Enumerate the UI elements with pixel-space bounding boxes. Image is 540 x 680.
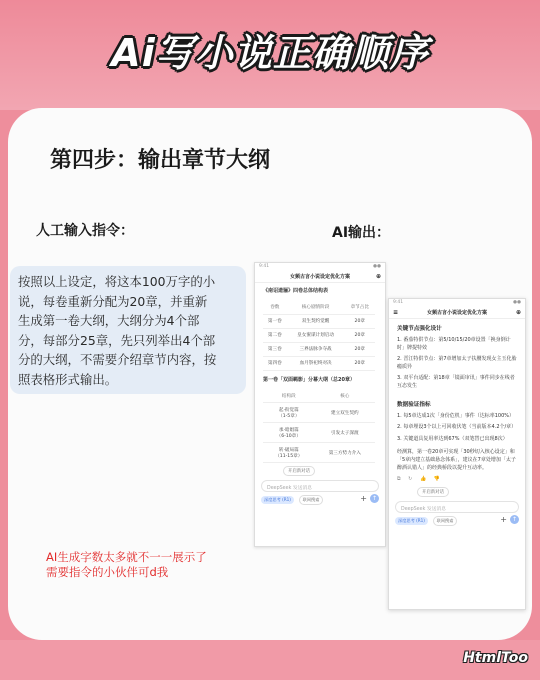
chat-title: 女频古言小说设定优化方案 — [289, 274, 350, 280]
table-cell: 三界法脉争夺战 — [287, 342, 345, 356]
table-row — [263, 328, 375, 342]
status-time: 9:41 — [259, 264, 270, 269]
conclusion-text: 经测算，第一卷20章可实现「30秒切入核心设定」和「5章内建立基础悬念体系」，建议在7章处增加「太子醉酒认错人」的经典桥段以提升互动率。 — [397, 449, 516, 471]
chat-title: 女频古言小说设定优化方案 — [426, 310, 487, 316]
step-title: 第四步：输出章节大纲 — [50, 148, 271, 173]
table-row — [263, 443, 375, 463]
phone-screenshot-text — [388, 298, 526, 610]
menu-icon[interactable]: ≡ — [393, 309, 399, 316]
table-cell: 第二卷 — [263, 328, 287, 342]
list-item: 2. 每章埋设3个以上可回收伏笔（当前版本4.2个/章） — [397, 424, 517, 431]
table-cell: 20章 — [345, 314, 375, 328]
status-bar — [389, 299, 525, 307]
list-item: 2. 晋江特供节点：第7章增加太子扶腰发现女主玉化胎瘾质异 — [397, 356, 517, 370]
footer-band — [0, 640, 540, 680]
status-icons: ●● — [513, 300, 521, 305]
sub-title: 第一卷「双面羁影」分幕大纲（总20章） — [263, 376, 355, 383]
new-chat-icon[interactable]: ⊕ — [375, 273, 381, 280]
instruction-line: 按照以上设定，将这本100万字的小 — [18, 274, 216, 289]
volume-table — [263, 301, 375, 371]
table-cell: 建立双生契约 — [315, 403, 375, 423]
table-cell: 承·暗娼篇 （6-10章） — [263, 423, 315, 443]
red-note-line: 需要指令的小伙伴可d我 — [46, 565, 169, 579]
table-header: 核心 — [315, 389, 375, 403]
table-cell: 皇女蜜谋计划启动 — [287, 328, 345, 342]
message-input[interactable]: DeepSeek 发送消息 — [261, 480, 379, 492]
message-input[interactable]: DeepSeek 发送消息 — [395, 501, 519, 513]
table-cell: 20章 — [345, 356, 375, 370]
red-note-line: AI生成字数太多就不一一展示了 — [46, 550, 207, 564]
table-cell: 起·衔觉篇 （1-5章） — [263, 403, 315, 423]
ai-output-label: AI输出： — [332, 225, 391, 241]
table-row — [263, 403, 375, 423]
human-input-label: 人工输入指令： — [36, 223, 134, 239]
status-time: 9:41 — [393, 300, 404, 305]
deep-think-button[interactable]: 深度思考 (R1) — [395, 517, 428, 525]
plus-icon[interactable]: + — [500, 515, 507, 525]
plus-icon[interactable]: + — [360, 494, 367, 504]
chat-header — [255, 271, 385, 283]
instruction-line: 说，每卷重新分配为20章，并重新 — [18, 293, 208, 309]
table-cell: 20章 — [345, 328, 375, 342]
table-cell: 血月祭祀终对决 — [287, 356, 345, 370]
table-cell: 第三方势力介入 — [315, 443, 375, 463]
send-icon[interactable]: ↑ — [371, 495, 378, 503]
list-item: 1. 番茄特供节点：第5/10/15/20章设置「换身倒计时」牌提特效 — [397, 337, 511, 351]
table-header: 章节占比 — [345, 301, 375, 315]
chat-header — [389, 307, 525, 319]
table-header: 核心剧情阶段 — [287, 301, 345, 315]
new-conversation-chip[interactable]: 开启新对话 — [417, 487, 449, 497]
message-actions[interactable]: ⧉ ↻ 👍 👎 — [397, 476, 443, 483]
list-item: 1. 每5章达成1次「身份危机」事件（达标率100%） — [397, 412, 515, 419]
table-cell: 引发太子深渡 — [315, 423, 375, 443]
table-row — [263, 342, 375, 356]
new-chat-icon[interactable]: ⊕ — [515, 309, 521, 316]
table-cell: 20章 — [345, 342, 375, 356]
input-toolbar — [389, 515, 525, 525]
table-row — [263, 356, 375, 370]
web-search-button[interactable]: 联网搜索 — [299, 495, 324, 505]
list-item: 3. 双平台适配：第18章「镜面审讯」事件同步在线者互态发生 — [397, 375, 515, 389]
web-search-button[interactable]: 联网搜索 — [433, 516, 458, 526]
instruction-line: 生成第一卷大纲，大纲分为4个部 — [18, 313, 200, 329]
status-icons: ●● — [373, 264, 381, 269]
input-toolbar — [255, 494, 385, 504]
section-title: 关键节点强化设计 — [397, 326, 442, 332]
list-item: 3. 关键道具复用率达到67%（双笔替已出现8次） — [397, 435, 508, 442]
status-bar — [255, 263, 385, 271]
table-cell: 第四卷 — [263, 356, 287, 370]
table-cell: 转·破局篇 （11-15章） — [263, 443, 315, 463]
banner-title: Ai写小说正确顺序 — [111, 31, 429, 75]
header-banner — [0, 0, 540, 110]
table-row — [263, 314, 375, 328]
data-title: 数据验证指标 — [397, 401, 431, 408]
table-header: 卷数 — [263, 301, 287, 315]
table-header: 结构段 — [263, 389, 315, 403]
instruction-line: 照表格形式输出。 — [18, 371, 118, 387]
send-icon[interactable]: ↑ — [511, 516, 518, 524]
table-row — [263, 423, 375, 443]
watermark: HtmlToo — [463, 650, 528, 666]
phone-screenshot-table — [254, 262, 386, 547]
table-cell: 双生契约觉醒 — [287, 314, 345, 328]
instruction-box — [10, 266, 246, 394]
section-title: 《南诏遗骊》四卷总体结构表 — [263, 288, 329, 294]
new-conversation-chip[interactable]: 开启新对话 — [283, 466, 315, 476]
outline-table — [263, 389, 375, 463]
red-note — [46, 550, 256, 580]
instruction-line: 分的大纲，不需要介绍章节内容，按 — [18, 352, 217, 368]
table-cell: 第三卷 — [263, 342, 287, 356]
deep-think-button[interactable]: 深度思考 (R1) — [261, 496, 294, 504]
table-cell: 第一卷 — [263, 314, 287, 328]
instruction-line: 分，每部分25章，先只列举出4个部 — [18, 332, 216, 348]
